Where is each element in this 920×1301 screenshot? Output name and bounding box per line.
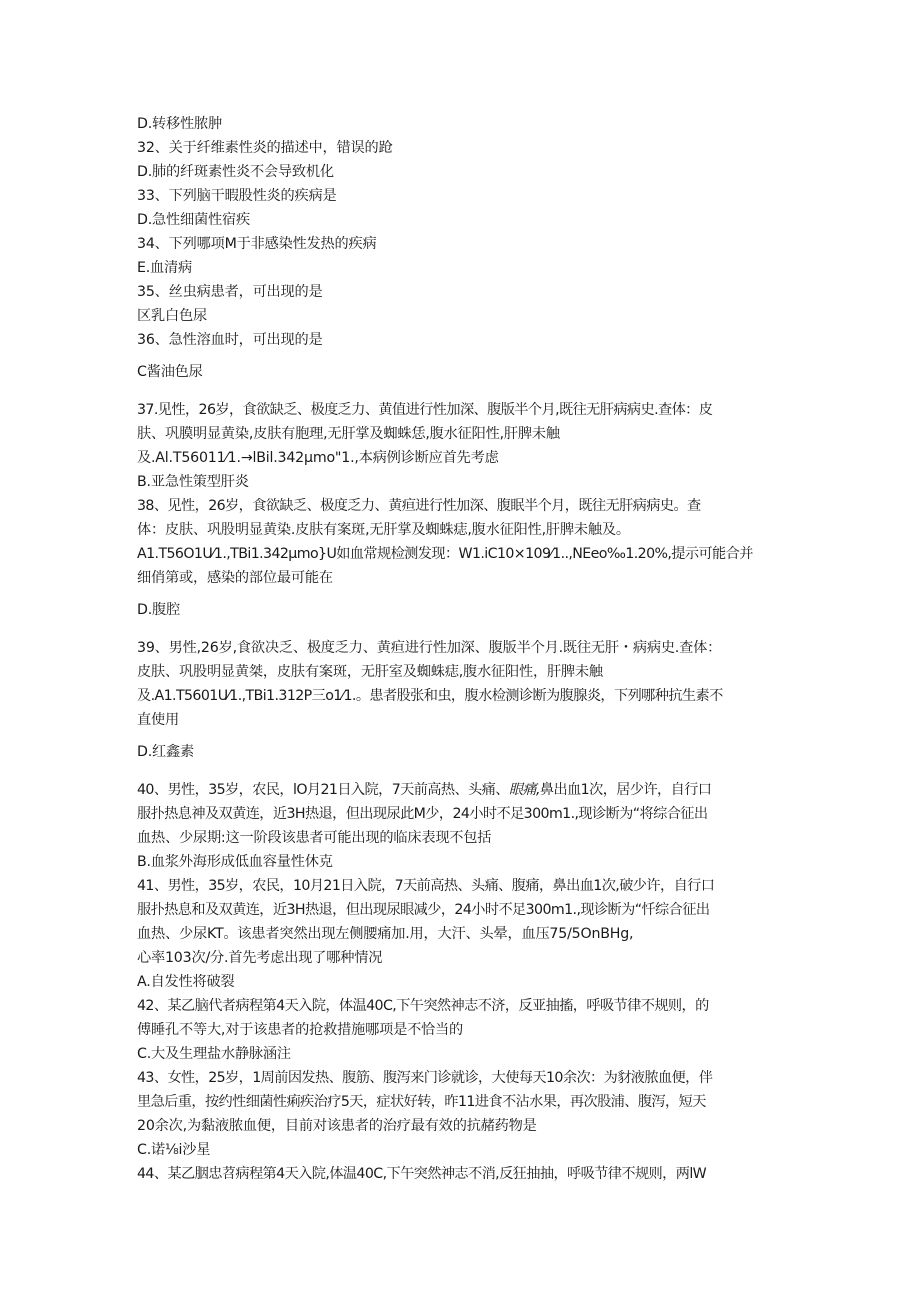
text-line: D.肺的纤斑素性炎不会导致机化 bbox=[137, 164, 334, 180]
text-segment: 40、男性，35岁，农民，lO月21日入院，7天前高热、头痛、 bbox=[137, 782, 509, 798]
text-line: C.诺⅛i沙星 bbox=[137, 1142, 211, 1158]
text-line: 里急后重，按约性细菌性痢疾治疗5天，症状好转，昨11进食不沾水果，再次股浦、腹泻，短天 bbox=[137, 1094, 706, 1110]
text-line: 区乳白色尿 bbox=[137, 308, 207, 324]
text-line: 血热、少尿KT。该患者突然出现左侧腰痛加.用，大汗、头晕，血压75/5OnBHg, bbox=[137, 926, 634, 942]
text-line: B.亚急性策型肝炎 bbox=[137, 474, 249, 490]
text-line: D.转移性脓肿 bbox=[137, 116, 222, 132]
text-line: 及.Al.T56011⁄1.→lBil.342μmo"1.,本病例诊断应首先考虑 bbox=[137, 450, 499, 466]
text-line: 20余次,为黏液脓血便，目前对该患者的治疗最有效的抗赭药物是 bbox=[137, 1118, 537, 1134]
text-line: 血热、少尿期:这一阶段该患者可能出现的临床表现不包括 bbox=[137, 830, 492, 846]
text-line: C.大及生理盐水静脉涵注 bbox=[137, 1046, 291, 1062]
text-line: 傅睡孔不等大,对于该患者的抢救措施哪项是不恰当的 bbox=[137, 1022, 464, 1038]
text-line: 42、某乙脑代者病程第4天入院，体温40C,下午突然神志不济，反亚抽搐，呼吸节律不规则，的 bbox=[137, 998, 709, 1014]
text-line: 34、下列哪项M于非感染性发热的疾病 bbox=[137, 236, 377, 252]
text-line: 39、男性,26岁,食欲决乏、极度乏力、黄疸进行性加深、腹版半个月.既往无肝・病病史.查体： bbox=[137, 640, 722, 656]
text-line: 35、丝虫病患者，可出现的是 bbox=[137, 284, 323, 300]
text-line: 38、见性，26岁，食欲缺乏、极度乏力、黄疸进行性加深、腹眠半个月，既往无肝病病史。查 bbox=[137, 498, 701, 514]
text-line: 服扑热息和及双黄连，近3H热退，但出现尿眼减少，24小时不足300m1.,现诊断为“忏综合征出 bbox=[137, 902, 710, 918]
text-line: 32、关于纤维素性炎的描述中，错误的跄 bbox=[137, 140, 393, 156]
text-line: 皮肤、巩股明显黄桀，皮肤有案斑，无肝室及蜘蛛痣,腹水征阳性，肝脾未触 bbox=[137, 664, 603, 680]
text-line: 及.A1.T5601U⁄1.,TBi1.312P三o1⁄1.。患者股张和虫，腹水检测诊断为腹腺炎，下列哪种抗生素不 bbox=[137, 688, 723, 704]
text-line: C酱油色尿 bbox=[137, 364, 203, 380]
text-line: 36、急性溶血时，可出现的是 bbox=[137, 332, 323, 348]
text-line: 37.见性，26岁，食欲缺乏、极度乏力、黄值进行性加深、腹版半个月,既往无肝病病史.查体：皮 bbox=[137, 402, 713, 418]
text-line: B.血浆外海形成低血容量性休克 bbox=[137, 854, 333, 870]
text-line: 肤、巩膜明显黄染,皮肤有胞理,无肝掌及蜘蛛恁,腹水征阳性,肝脾未触 bbox=[137, 426, 560, 442]
text-line: 41、男性，35岁，农民，10月21日入院，7天前高热、头痛、腹痛，鼻出血1次,破少许，自行口 bbox=[137, 878, 715, 894]
text-line: 服扑热息神及双黄连，近3H热退，但出现尿此M少，24小时不足300m1.,现诊断为“将综合征出 bbox=[137, 806, 708, 822]
text-line: 33、下列脑干暇股性炎的疾病是 bbox=[137, 188, 337, 204]
text-line: 43、女性，25岁，1周前因发热、腹筋、腹泻来门诊就诊，大使每天10余次：为豺液脓血便，伴 bbox=[137, 1070, 713, 1086]
text-segment: 鼻出血1次，居少许，自行口 bbox=[539, 782, 712, 798]
text-line: D.红鑫素 bbox=[137, 744, 194, 760]
text-line: E.血清病 bbox=[137, 260, 193, 276]
text-line: 直使用 bbox=[137, 712, 179, 728]
text-line: 44、某乙胭忠苕病程第4天入院,体温40C,下午突然神志不消,反狂抽抽，呼吸节律不规则，两lW bbox=[137, 1166, 707, 1182]
text-line: A.自发性将破裂 bbox=[137, 974, 235, 990]
text-line bbox=[137, 778, 790, 802]
text-segment-italic: 眼痛, bbox=[508, 782, 540, 798]
text-line: D.腹腔 bbox=[137, 602, 181, 618]
text-line: A1.T56O1U⁄1.,TBi1.342μmo}U如血常规检测发现：W1.iC10×109⁄1..,NEeo‰1.20%,提示可能合并 bbox=[137, 546, 753, 562]
text-line: 细俏第或，感染的部位最可能在 bbox=[137, 570, 333, 586]
text-line: 体：皮肤、巩股明显黄染.皮肤有案斑,无肝掌及蜘蛛痣,腹水征阳性,肝脾未触及。 bbox=[137, 522, 630, 538]
text-line: 心率103次/分.首先考虑出现了哪种情况 bbox=[137, 950, 383, 966]
text-line: D.急性细菌性宿疾 bbox=[137, 212, 250, 228]
